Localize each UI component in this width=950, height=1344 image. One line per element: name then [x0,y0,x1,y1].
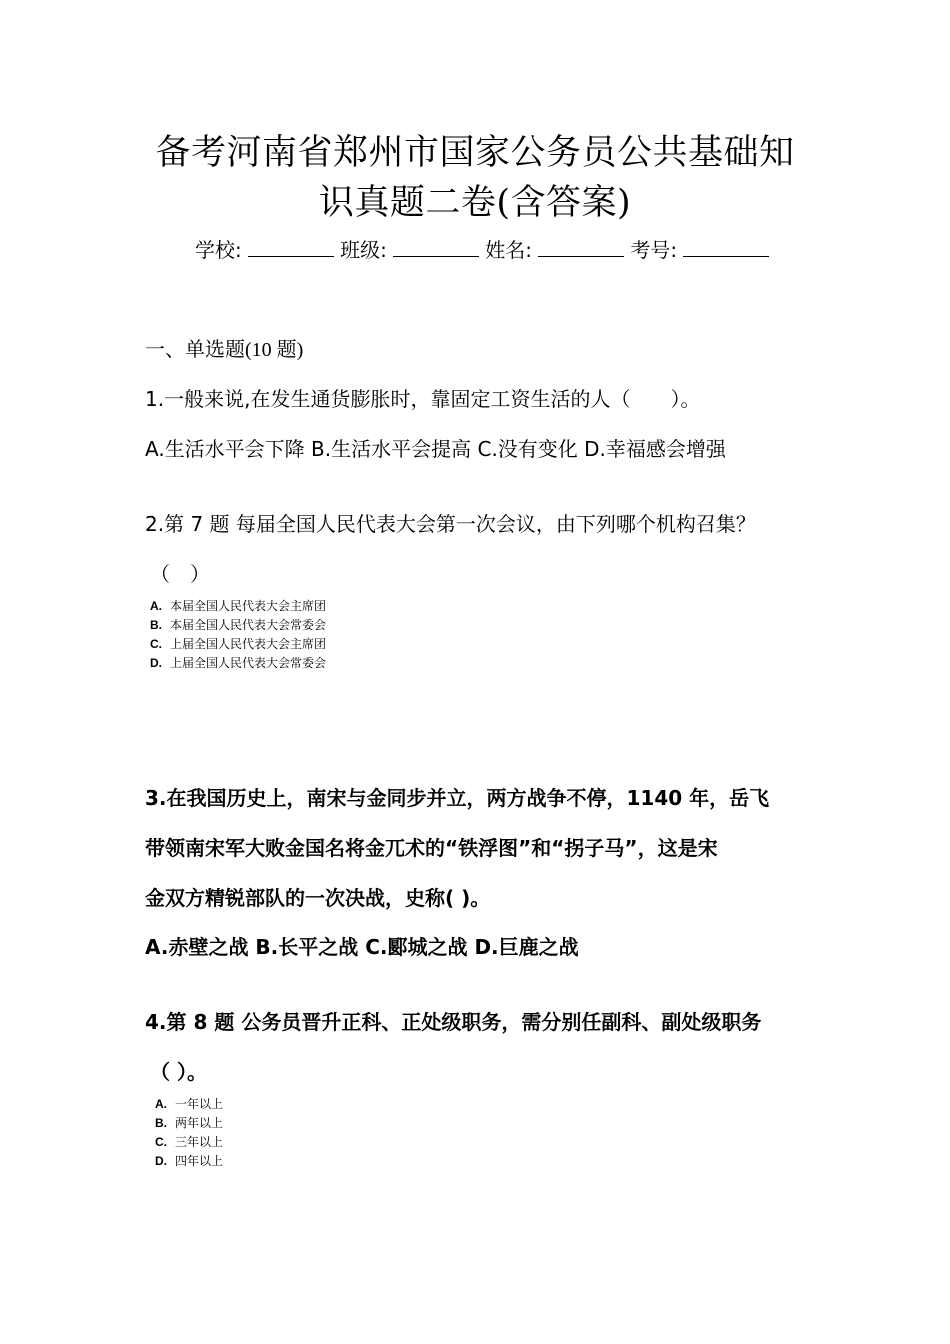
question-4-options [155,1095,223,1171]
option-key: C. [155,1135,167,1149]
option-row [155,1133,223,1152]
question-3-stem-line-1: 3.在我国历史上，南宋与金同步并立，两方战争不停，1140 年，岳飞 [145,786,770,810]
question-2-paren: （ ） [150,562,210,586]
question-4-stem: 4.第 8 题 公务员晋升正科、正处级职务，需分别任副科、副处级职务 [145,1010,762,1034]
school-label: 学校: [195,238,242,262]
option-text: 四年以上 [175,1154,224,1168]
name-label: 姓名: [485,238,532,262]
class-blank [393,236,479,257]
option-text: 上届全国人民代表大会常委会 [170,656,327,670]
option-key: D. [150,656,162,670]
option-row [150,654,326,673]
question-2-stem: 2.第 7 题 每届全国人民代表大会第一次会议，由下列哪个机构召集？ [145,512,756,536]
option-key: D. [155,1154,167,1168]
question-4-paren: （ ）。 [150,1060,207,1084]
question-3-stem-line-2: 带领南宋军大败金国名将金兀术的“铁浮图”和“拐子马”，这是宋 [145,836,718,860]
option-text: 一年以上 [175,1097,224,1111]
exam-number-label: 考号: [630,238,678,262]
option-text: 上届全国人民代表大会主席团 [170,637,327,651]
option-key: A. [150,599,162,613]
section-heading: 一、单选题(10 题) [145,339,304,361]
option-text: 两年以上 [175,1116,224,1130]
document-title-line-1: 备考河南省郑州市国家公务员公共基础知 [155,133,795,173]
question-3-options: A.赤壁之战 B.长平之战 C.郾城之战 D.巨鹿之战 [145,935,579,959]
question-1-options: A.生活水平会下降 B.生活水平会提高 C.没有变化 D.幸福感会增强 [145,437,726,461]
option-text: 三年以上 [175,1135,224,1149]
name-blank [538,236,624,257]
option-key: B. [150,618,162,632]
option-text: 本届全国人民代表大会常委会 [170,618,327,632]
option-text: 本届全国人民代表大会主席团 [170,599,327,613]
option-key: A. [155,1097,167,1111]
class-label: 班级: [340,238,387,262]
school-blank [248,236,334,257]
option-key: C. [150,637,162,651]
exam-number-blank [683,236,769,257]
question-3-stem-line-3: 金双方精锐部队的一次决战，史称( )。 [145,886,491,910]
option-row [150,597,326,616]
option-row [155,1114,223,1133]
option-row [155,1152,223,1171]
student-info-line [195,236,775,264]
document-title-line-2: 识真题二卷(含答案) [318,183,632,223]
option-row [150,616,326,635]
question-1-stem: 1.一般来说,在发生通货膨胀时，靠固定工资生活的人（ ）。 [145,387,701,411]
option-row [155,1095,223,1114]
question-2-options [150,597,326,673]
option-key: B. [155,1116,167,1130]
option-row [150,635,326,654]
